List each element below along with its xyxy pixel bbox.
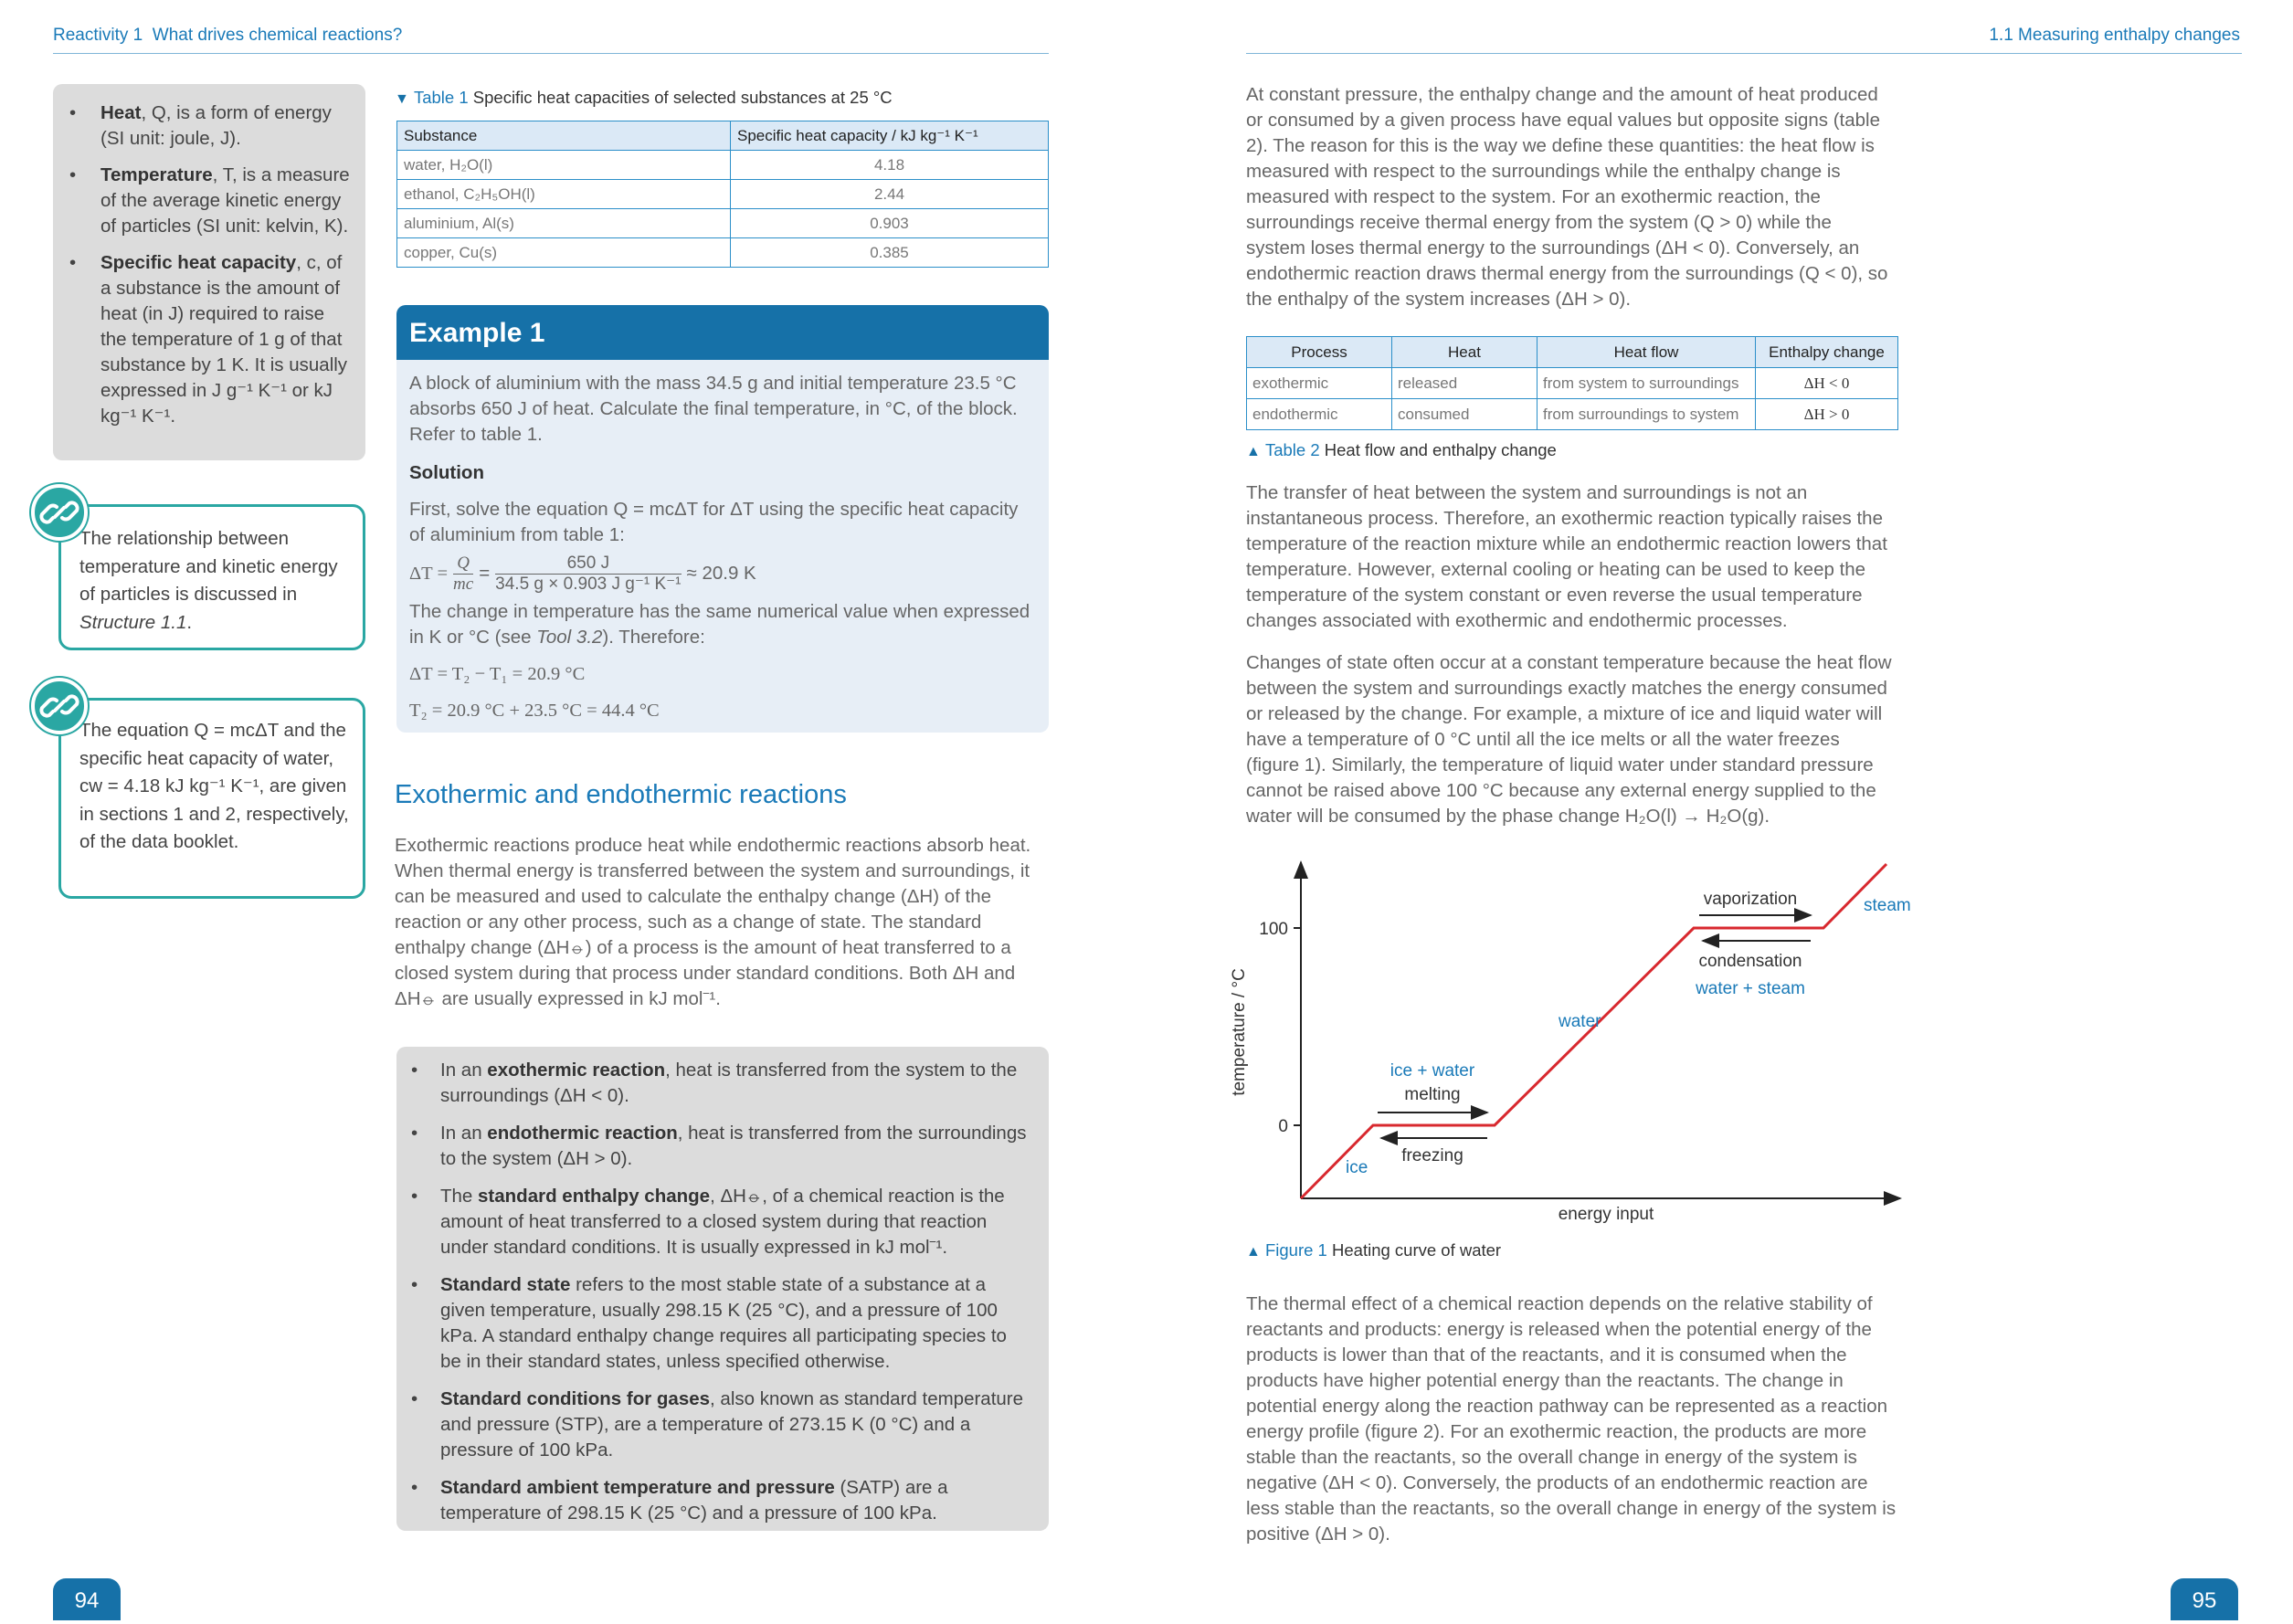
chapter-label: Reactivity 1 — [53, 26, 143, 45]
equation-3: T₂ = 20.9 °C + 23.5 °C = 44.4 °C — [409, 701, 660, 721]
label-vaporization: vaporization — [1703, 890, 1798, 909]
table-row: ethanol, C₂H₅OH(l) 2.44 — [397, 180, 1049, 209]
caption-triangle-icon: ▲ — [1246, 444, 1261, 459]
page-number-left: 94 — [53, 1578, 121, 1620]
table-row: aluminium, Al(s) 0.903 — [397, 209, 1049, 238]
equation-fraction: ΔT = Q mc = 650 J 34.5 g × 0.903 J g⁻¹ K⁻¹ ≈ 20.9 K — [409, 553, 756, 594]
definition-specific-heat: • Specific heat capacity, c, of a substance is the amount of heat (in J) required to raise the temperature of 1 g of that substance by 1 K. It is usually expressed in J g⁻¹ K⁻¹ or kJ kg⁻¹ K⁻¹. — [100, 250, 351, 429]
label-ice-water: ice + water — [1390, 1061, 1475, 1081]
heating-curve-chart — [1224, 849, 1918, 1224]
right-paragraph-4: The thermal effect of a chemical reaction depends on the relative stability of reactants and products: energy is released when the potential energy of the products is lower than that of the reactants, and it is consumed when the products have higher potential energy than the reactants. The change in potential energy along the reaction pathway can be represented as a reaction energy profile (figure 2). For an exothermic reaction, the products are more stable than the reactants, so the overall change in energy of the system is negative (ΔH < 0). Conversely, the products of an endothermic reaction are less stable than the reactants, so the overall change in energy of the system is positive (ΔH > 0). — [1246, 1293, 1897, 1545]
section-heading: Exothermic and endothermic reactions — [395, 780, 847, 809]
definition-heat: • Heat, Q, is a form of energy (SI unit: joule, J). — [100, 100, 351, 152]
label-water: water — [1559, 1012, 1601, 1031]
summary-item: • In an endothermic reaction, heat is transferred from the surroundings to the system (ΔH > 0). — [440, 1121, 1030, 1172]
summary-item: • Standard ambient temperature and pressure (SATP) are a temperature of 298.15 K (25 °C) and a pressure of 100 kPa. — [440, 1475, 1030, 1526]
summary-item: • The standard enthalpy change, ΔH⦵, of a chemical reaction is the amount of heat transferred to a closed system during that reaction under standard conditions. It is usually expressed in kJ mol⁻¹. — [440, 1184, 1030, 1260]
caption-triangle-icon: ▲ — [1246, 1244, 1261, 1260]
figure1-caption: ▲ Figure 1 Heating curve of water — [1246, 1240, 1502, 1260]
solution-heading: Solution — [409, 462, 484, 483]
table-header-row: Process Heat Heat flow Enthalpy change — [1247, 337, 1898, 368]
example-question: A block of aluminium with the mass 34.5 g and initial temperature 23.5 °C absorbs 650 J of heat. Calculate the final temperature, in °C, of the block. Refer to table 1. — [409, 373, 1018, 445]
table-row: endothermic consumed from surroundings to system ΔH > 0 — [1247, 399, 1898, 430]
label-water-steam: water + steam — [1696, 979, 1805, 998]
label-melting: melting — [1404, 1085, 1461, 1104]
table2 — [1246, 336, 1898, 430]
summary-item: • Standard conditions for gases, also known as standard temperature and pressure (STP), are a temperature of 273.15 K (0 °C) and a pressure of 100 kPa. — [440, 1387, 1030, 1463]
label-freezing: freezing — [1401, 1146, 1464, 1165]
link-note-2: The equation Q = mcΔT and the specific heat capacity of water, cw = 4.18 kJ kg⁻¹ K⁻¹, are given in sections 1 and 2, respectively, of the data booklet. — [58, 698, 365, 899]
link-icon[interactable] — [31, 484, 88, 541]
chapter-title: What drives chemical reactions? — [152, 26, 403, 45]
equation-2: ΔT = T₂ − T₁ = 20.9 °C — [409, 664, 586, 684]
definition-temperature: • Temperature, T, is a measure of the average kinetic energy of particles (SI unit: kelvin, K). — [100, 163, 351, 239]
y-tick-label-0: 0 — [1278, 1117, 1288, 1136]
running-head-right: 1.1 Measuring enthalpy changes — [1989, 26, 2240, 45]
link-note-1: The relationship between temperature and kinetic energy of particles is discussed in Structure 1.1. — [58, 504, 365, 650]
page-number-right: 95 — [2171, 1578, 2238, 1620]
right-paragraph-1: At constant pressure, the enthalpy change and the amount of heat produced or consumed by a given process have equal values but opposite signs (table 2). The reason for this is the way we define these quantities: the heat flow is measured with respect to the surroundings while the enthalpy change is measured with respect to the system. For an exothermic reaction, the surroundings receive thermal energy from the system (Q > 0) while the system loses thermal energy to the surroundings (ΔH < 0). Conversely, an endothermic reaction draws thermal energy from the surroundings (Q < 0), so the enthalpy of the system increases (ΔH > 0). — [1246, 84, 1888, 310]
y-axis-label: temperature / °C — [1230, 968, 1249, 1096]
solution-line-2: The change in temperature has the same numerical value when expressed in K or °C (see Tool 3.2). Therefore: — [409, 601, 1030, 648]
link-icon[interactable] — [31, 678, 88, 734]
table-row: exothermic released from system to surroundings ΔH < 0 — [1247, 368, 1898, 399]
example-title: Example 1 — [396, 305, 1049, 360]
header-rule-right — [1246, 53, 2242, 54]
table-row: water, H₂O(l) 4.18 — [397, 151, 1049, 180]
definitions-box — [53, 84, 365, 460]
solution-line-1: First, solve the equation Q = mcΔT for ΔT using the specific heat capacity of aluminium from table 1: — [409, 499, 1019, 545]
table-header-row: Substance Specific heat capacity / kJ kg⁻¹ K⁻¹ — [397, 121, 1049, 151]
label-condensation: condensation — [1698, 952, 1802, 971]
table1 — [396, 121, 1049, 268]
table2-caption: ▲ Table 2 Heat flow and enthalpy change — [1246, 440, 1557, 459]
label-steam: steam — [1864, 896, 1911, 915]
label-ice: ice — [1346, 1158, 1368, 1177]
table1-caption: ▼ Table 1 Specific heat capacities of selected substances at 25 °C — [395, 88, 893, 107]
example-box — [396, 305, 1049, 733]
header-rule-left — [53, 53, 1049, 54]
summary-item: • Standard state refers to the most stable state of a substance at a given temperature, usually 298.15 K (25 °C), and a pressure of 100 kPa. A standard enthalpy change requires all participating species to be in their standard states, unless specified otherwise. — [440, 1272, 1030, 1375]
summary-item: • In an exothermic reaction, heat is transferred from the system to the surroundings (ΔH < 0). — [440, 1058, 1030, 1109]
y-tick-label-100: 100 — [1259, 920, 1288, 939]
right-paragraph-3: Changes of state often occur at a constant temperature because the heat flow between the system and surroundings exactly matches the energy consumed or released by the change. For example, a mixture of ice and liquid water will have a temperature of 0 °C until all the ice melts or all the water freezes (figure 1). Similarly, the temperature of liquid water under standard pressure cannot be raised above 100 °C because any external energy supplied to the water will be consumed by the phase change H₂O(l) → H₂O(g). — [1246, 652, 1892, 827]
table-row: copper, Cu(s) 0.385 — [397, 238, 1049, 268]
heating-curve — [1301, 864, 1886, 1198]
right-paragraph-2: The transfer of heat between the system and surroundings is not an instantaneous process. Therefore, an exothermic reaction typically raises the temperature of the reaction mixture while an endothermic reaction lowers that temperature. However, external cooling or heating can be used to keep the temperature of the system constant or even reverse the usual temperature changes associated with exothermic and endothermic processes. — [1246, 482, 1887, 631]
running-head-left — [53, 26, 402, 46]
x-axis-label: energy input — [1558, 1205, 1654, 1224]
summary-box — [396, 1047, 1049, 1531]
section-paragraph: Exothermic reactions produce heat while endothermic reactions absorb heat. When thermal energy is transferred between the system and surroundings, it can be measured and used to calculate the enthalpy change (ΔH) of the reaction or any other process, such as a change of state. The standard enthalpy change (ΔH⦵) of a process is the amount of heat transferred to a closed system during that process under standard conditions. Both ΔH and ΔH⦵ are usually expressed in kJ mol⁻¹. — [395, 835, 1031, 1009]
caption-triangle-icon: ▼ — [395, 91, 409, 107]
